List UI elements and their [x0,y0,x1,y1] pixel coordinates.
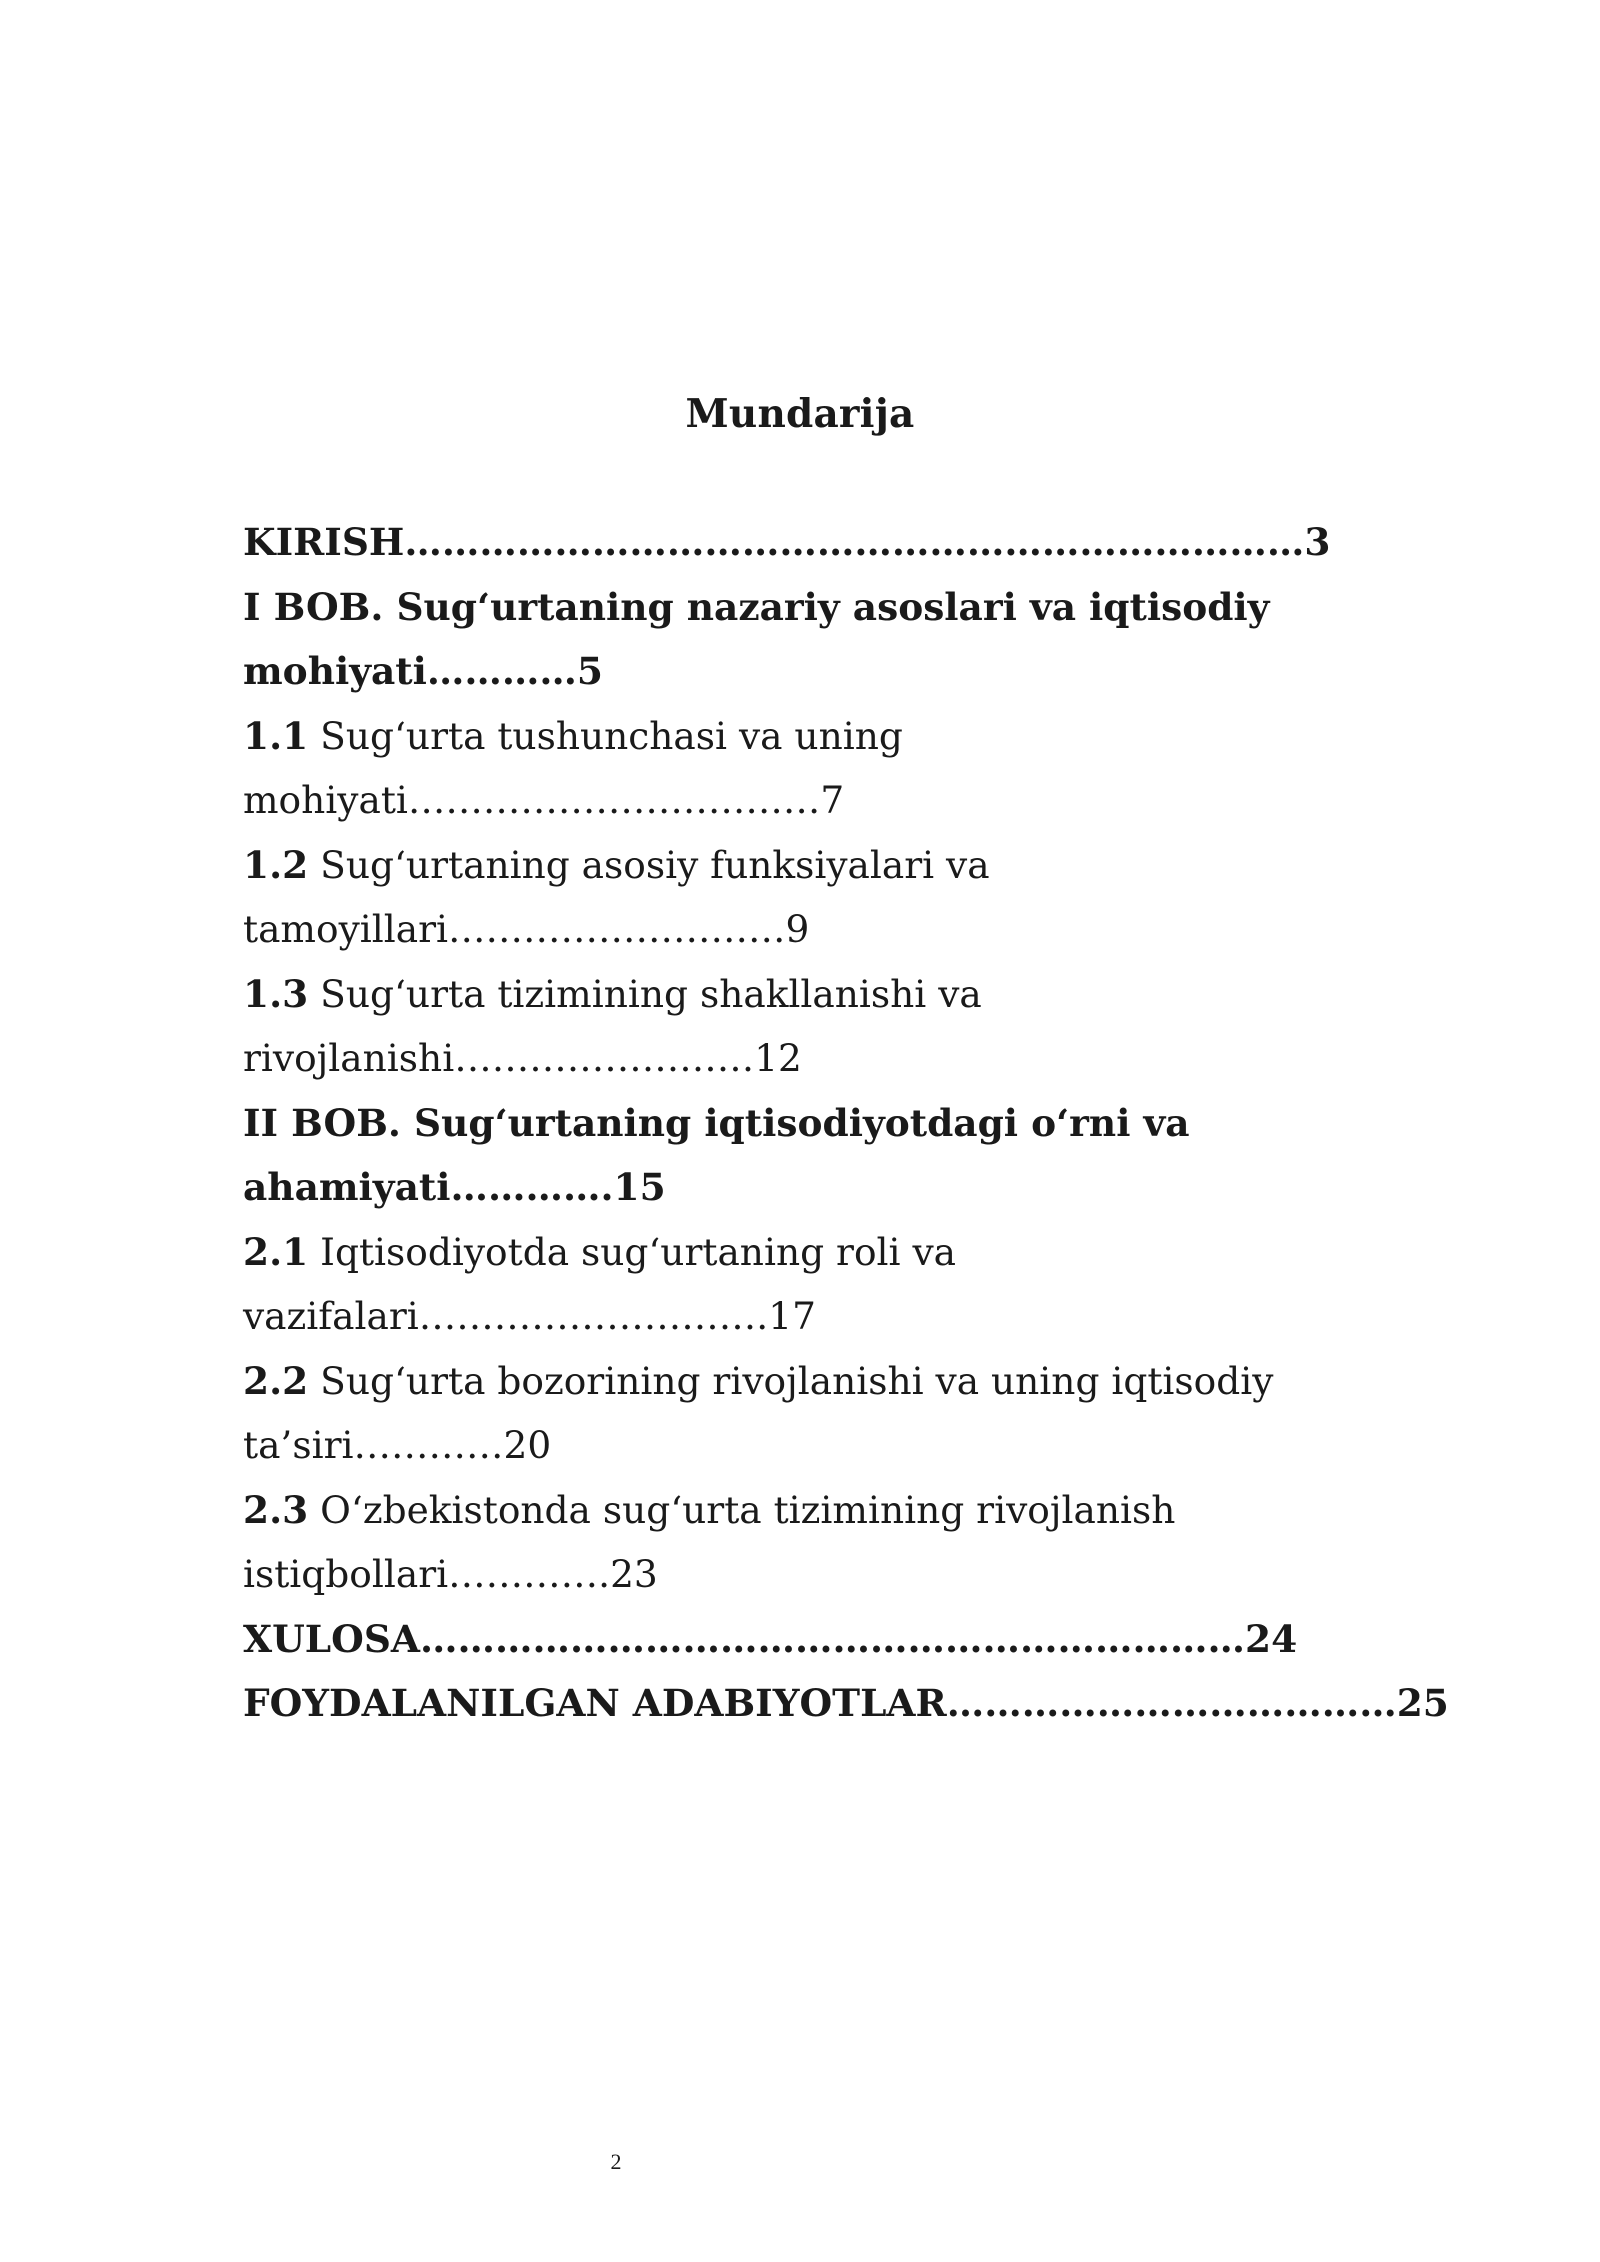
toc-entry-section-2-3-cont: istiqbollari………….23 [243,1552,658,1596]
toc-entry-kirish: KIRISH………………………………………………………………3 [243,520,1331,564]
table-of-contents [243,510,1449,1736]
toc-entry-section-1-1 [243,704,1443,769]
section-title: Iqtisodiyotda sug‘urtaning roli va [308,1229,956,1274]
section-number: 1.1 [243,713,309,758]
toc-entry-section-2-1 [243,1220,1443,1285]
toc-entry-section-1-3-cont: rivojlanishi……………………12 [243,1036,802,1080]
toc-entry-chapter-1-cont: mohiyati…………5 [243,649,603,693]
toc-entry-section-2-2 [243,1349,1443,1414]
toc-entry-chapter-2-cont: ahamiyati………….15 [243,1165,666,1209]
toc-entry-section-1-2 [243,833,1443,898]
section-title: Sug‘urta tushunchasi va uning [308,713,903,758]
toc-entry-section-2-3 [243,1478,1443,1543]
section-number: 2.1 [243,1229,309,1274]
toc-entry-section-2-1-cont: vazifalari……………………….17 [243,1294,816,1338]
page-number: 2 [610,2149,622,2174]
toc-entry-section-1-3 [243,962,1443,1027]
toc-entry-section-1-2-cont: tamoyillari………………………9 [243,907,810,951]
section-number: 1.2 [243,842,309,887]
toc-entry-section-2-2-cont: ta’siri…………20 [243,1423,552,1467]
section-title: O‘zbekistonda sug‘urta tizimining rivojlanish [308,1487,1176,1532]
section-title: Sug‘urta bozorining rivojlanishi va uning iqtisodiy [308,1358,1274,1403]
toc-entry-chapter-2: II BOB. Sug‘urtaning iqtisodiyotdagi o‘rni va [243,1100,1190,1145]
toc-entry-chapter-1: I BOB. Sug‘urtaning nazariy asoslari va iqtisodiy [243,584,1270,629]
section-number: 2.2 [243,1358,309,1403]
section-number: 1.3 [243,971,309,1016]
toc-entry-section-1-1-cont: mohiyati……………………………7 [243,778,845,822]
section-title: Sug‘urtaning asosiy funksiyalari va [308,842,990,887]
section-title: Sug‘urta tizimining shakllanishi va [308,971,982,1016]
toc-entry-xulosa: XULOSA…………………………………………………………24 [243,1616,1298,1661]
toc-entry-adabiyotlar: FOYDALANILGAN ADABIYOTLAR………………………………25 [243,1681,1449,1725]
page-title: Mundarija [685,391,915,437]
section-number: 2.3 [243,1487,309,1532]
